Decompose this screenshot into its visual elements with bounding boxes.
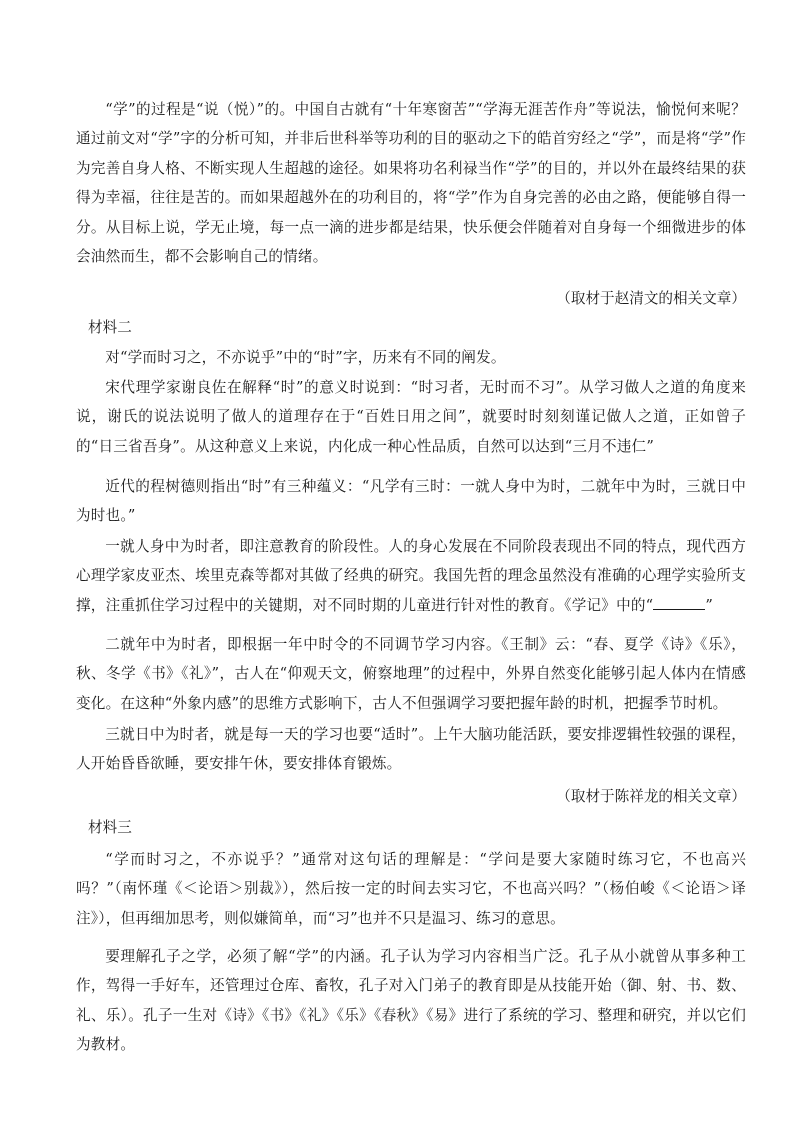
material2-paragraph-6: 三就日中为时者，就是每一天的学习也要“适时”。上午大脑功能活跃，要安排逻辑性较强的课程，人开始昏昏欲睡，要安排午休，要安排体育锻炼。 xyxy=(76,726,746,773)
material2-heading: 材料二 xyxy=(88,319,132,336)
material2-paragraph-1: 对“学而时习之，不亦说乎”中的“时”字，历来有不同的阐发。 xyxy=(105,349,506,366)
material2-paragraph-4-text: 一就人身中为时者，即注意教育的阶段性。人的身心发展在不同阶段表现出不同的特点，现代西方心理学家皮亚杰、埃里克森等都对其做了经典的研究。我国先哲的理念虽然没有准确的心理学实验所支撑，注重抓住学习过程中的关键期，对不同时期的儿童进行针对性的教育。《学记》中的“ xyxy=(76,538,746,614)
material2-source: （取材于陈祥龙的相关文章） xyxy=(556,788,746,805)
material2-paragraph-3: 近代的程树德则指出“时”有三种蕴义：“凡学有三时：一就人身中为时，二就年中为时，三就日中为时也。” xyxy=(76,478,746,525)
material3-paragraph-1: “学而时习之，不亦说乎？”通常对这句话的理解是：“学问是要大家随时练习它，不也高兴吗？”（南怀瑾《＜论语＞别裁》），然后按一定的时间去实习它，不也高兴吗？”（杨伯峻《＜论语＞译注》），但再细加思考，则似嫌简单，而“习”也并不只是温习、练习的意思。 xyxy=(76,851,746,927)
material2-paragraph-5: 二就年中为时者，即根据一年中时令的不同调节学习内容。《王制》云：“春、夏学《诗》《乐》，秋、冬学《书》《礼》”，古人在“仰观天文，俯察地理”的过程中，外界自然变化能够引起人体内在情感变化。在这种“外象内感”的思维方式影响下，古人不但强调学习要把握年龄的时机，把握季节时机。 xyxy=(76,636,746,712)
material2-paragraph-4 xyxy=(76,532,746,620)
material1-paragraph: “学”的过程是“说（悦）”的。中国自古就有“十年寒窗苦”“学海无涯苦作舟”等说法，愉悦何来呢？通过前文对“学”字的分析可知，并非后世科举等功利的目的驱动之下的皓首穷经之“学”，而是将“学”作为完善自身人格、不断实现人生超越的途径。如果将功名利禄当作“学”的目的，并以外在最终结果的获得为幸福，往往是苦的。而如果超越外在的功利目的，将“学”作为自身完善的必由之路，便能够自得一分。从目标上说，学无止境，每一点一滴的进步都是结果，快乐便会伴随着对自身每一个细微进步的体会油然而生，都不会影响自己的情绪。 xyxy=(76,101,746,266)
material2-paragraph-4-close-quote: ” xyxy=(705,596,713,614)
material3-heading: 材料三 xyxy=(88,819,132,836)
fill-in-blank[interactable] xyxy=(653,597,705,610)
material3-paragraph-2: 要理解孔子之学，必须了解“学”的内涵。孔子认为学习内容相当广泛。孔子从小就曾从事多种工作，驾得一手好车，还管理过仓库、畜牧，孔子对入门弟子的教育即是从技能开始（御、射、书、数、礼、乐）。孔子一生对《诗》《书》《礼》《乐》《春秋》《易》进行了系统的学习、整理和研究，并以它们为教材。 xyxy=(76,948,746,1054)
material1-source: （取材于赵清文的相关文章） xyxy=(556,290,746,307)
material2-paragraph-2: 宋代理学家谢良佐在解释“时”的意义时说到：“时习者，无时而不习”。从学习做人之道的角度来说，谢氏的说法说明了做人的道理存在于“百姓日用之间”，就要时时刻刻谨记做人之道，正如曾子的“日三省吾身”。从这种意义上来说，内化成一种心性品质，自然可以达到“三月不违仁” xyxy=(76,379,746,455)
